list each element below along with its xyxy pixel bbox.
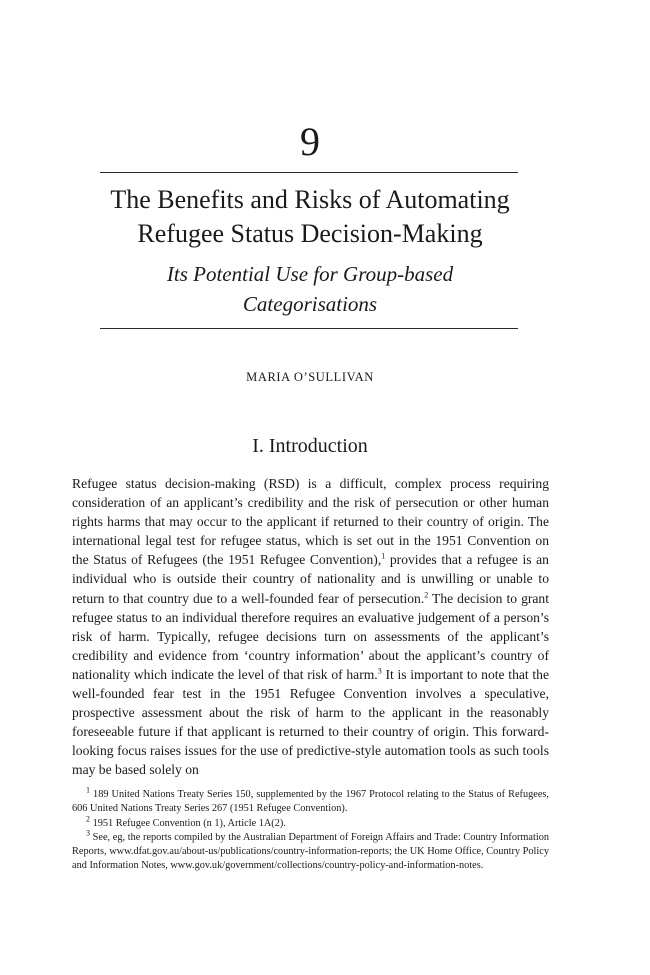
chapter-title-line-1: The Benefits and Risks of Automating [110, 185, 510, 214]
body-text-part-4: It is important to note that the well-founded fear test in the 1951 Refugee Convention involves a speculative, prospective assessment about the risk of harm to the applicant in the reasonably foreseeable future if that applicant is returned to their country of origin. This forward-looking focus raises issues for the use of predictive-style automation tools as such tools may be based solely on [72, 666, 550, 778]
footnote-text-3: See, eg, the reports compiled by the Australian Department of Foreign Affairs and Trade: Country Information Reports, www.dfat.gov.au/about-us/publications/country-information-reports; the UK Home Office, Country Policy and Information Notes, www.gov.uk/government/collections/country-policy-and-information-notes. [72, 831, 549, 872]
footnote-number-2: 2 [86, 814, 90, 824]
body-text-part-3: The decision to grant refugee status to an individual therefore requires an evaluative judgement of a person’s risk of harm. Typically, refugee decisions turn on assessments of the applicant’s credibility and evidence from ‘country information’ about the applicant’s country of nationality which indicate the level of that risk of harm. [72, 590, 550, 682]
chapter-subtitle-line-2: Categorisations [242, 292, 378, 316]
footnote-ref-1[interactable]: 1 [381, 551, 386, 561]
footnote-text-2: 1951 Refugee Convention (n 1), Article 1A(2). [90, 817, 286, 829]
footnote-ref-2[interactable]: 2 [424, 590, 429, 600]
footnotes [72, 785, 549, 874]
body-text-part-1: Refugee status decision-making (RSD) is a difficult, complex process requiring consideration of an applicant’s credibility and the risk of persecution or other human rights harms that may occur to the applicant if returned to their country of origin. The international legal test for refugee status, which is set out in the 1951 Convention on the Status of Refugees (the 1951 Refugee Convention), [72, 476, 549, 568]
section-heading: I. Introduction [252, 435, 368, 457]
body-paragraph [72, 474, 549, 780]
chapter-author: MARIA O’SULLIVAN [246, 370, 374, 384]
footnote-1 [72, 785, 549, 817]
title-rule-top [100, 172, 518, 173]
footnote-ref-3[interactable]: 3 [377, 666, 382, 676]
chapter-subtitle-line-1: Its Potential Use for Group-based [166, 262, 454, 286]
chapter-subtitle [60, 259, 560, 319]
footnote-number-3: 3 [86, 828, 90, 838]
footnote-3 [72, 828, 549, 874]
chapter-title-line-2: Refugee Status Decision-Making [137, 219, 483, 248]
chapter-number: 9 [300, 119, 320, 164]
footnote-text-1: 189 United Nations Treaty Series 150, supplemented by the 1967 Protocol relating to the Status of Refugees, 606 United Nations Treaty Series 267 (1951 Refugee Convention). [72, 789, 549, 815]
chapter-title [60, 183, 560, 251]
body-text-part-2: provides that a refugee is an individual who is outside their country of nationality and is unwilling or unable to return to that country due to a well-founded fear of persecution. [72, 552, 549, 606]
title-rule-bottom [100, 328, 518, 329]
footnote-2 [72, 814, 549, 831]
footnote-number-1: 1 [86, 785, 90, 795]
